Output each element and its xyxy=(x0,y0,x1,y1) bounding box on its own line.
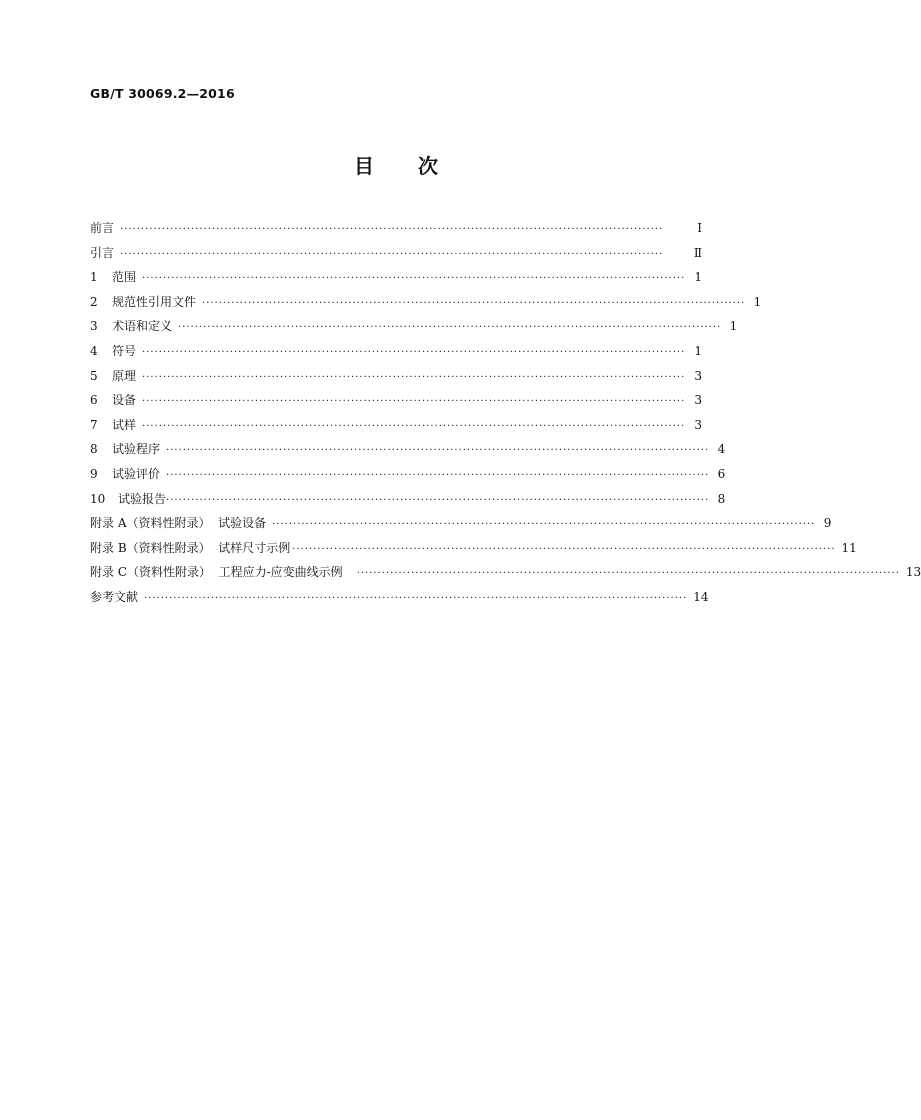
toc-entry-label: 试样 xyxy=(112,417,137,432)
toc-title xyxy=(0,150,792,179)
toc-leader: ·································································································································· xyxy=(166,469,710,481)
toc-entry-number: 1 xyxy=(90,270,98,285)
toc-entry-terms[interactable] xyxy=(90,314,738,339)
toc-entry-page: 3 xyxy=(694,417,702,432)
toc-entry-label: 试验程序 xyxy=(112,442,161,457)
toc-entry-page: 8 xyxy=(717,491,726,506)
toc-entry-number: 4 xyxy=(90,343,98,358)
toc-entry-label: 引言 xyxy=(90,245,115,260)
toc-entry-page: 1 xyxy=(753,294,762,309)
toc-entry-page: 14 xyxy=(693,589,709,604)
standard-code: GB/T 30069.2—2016 xyxy=(90,86,235,101)
toc-entry-page: 3 xyxy=(694,368,702,383)
toc-entry-number: 7 xyxy=(90,417,98,432)
toc-entry-label: 范围 xyxy=(112,270,137,285)
toc-leader: ·································································································································· xyxy=(142,346,686,358)
toc-entry-annex-b[interactable] xyxy=(90,536,857,561)
toc-leader: ·································································································································· xyxy=(144,592,688,604)
toc-list xyxy=(90,216,921,610)
toc-entry-label: 附录 C（资料性附录） 工程应力-应变曲线示例 xyxy=(90,565,343,580)
toc-leader: ·································································································································· xyxy=(202,297,746,309)
toc-entry-procedure[interactable] xyxy=(90,437,726,462)
toc-leader: ·································································································································· xyxy=(142,273,686,285)
toc-entry-page: 1 xyxy=(694,343,702,358)
toc-entry-page: Ⅱ xyxy=(693,245,702,260)
toc-leader: ·································································································································· xyxy=(166,494,710,506)
toc-entry-label: 试验评价 xyxy=(112,466,161,481)
toc-entry-label: 设备 xyxy=(112,393,137,408)
toc-leader: ·································································································································· xyxy=(120,248,664,260)
toc-entry-principle[interactable] xyxy=(90,364,702,389)
toc-entry-page: 11 xyxy=(841,540,857,555)
toc-title-left: 目 xyxy=(354,154,374,178)
toc-entry-label: 符号 xyxy=(112,343,137,358)
toc-leader: ·································································································································· xyxy=(292,543,836,555)
toc-entry-annex-c[interactable] xyxy=(90,560,921,585)
toc-entry-introduction[interactable] xyxy=(90,241,702,266)
toc-leader: ·································································································································· xyxy=(142,396,686,408)
toc-entry-number: 5 xyxy=(90,368,98,383)
toc-entry-page: Ⅰ xyxy=(697,221,702,235)
toc-entry-report[interactable] xyxy=(90,487,726,512)
toc-entry-annex-a[interactable] xyxy=(90,511,832,536)
toc-entry-label: 规范性引用文件 xyxy=(112,294,197,309)
toc-entry-page: 6 xyxy=(717,466,726,481)
toc-entry-number: 8 xyxy=(90,442,98,457)
toc-entry-page: 9 xyxy=(823,516,832,531)
toc-entry-normative-references[interactable] xyxy=(90,290,762,315)
toc-entry-number: 6 xyxy=(90,393,98,408)
toc-entry-evaluation[interactable] xyxy=(90,462,726,487)
toc-title-right: 次 xyxy=(418,154,438,178)
toc-entry-number: 2 xyxy=(90,294,98,309)
toc-leader: ·································································································································· xyxy=(120,224,664,235)
toc-entry-label: 术语和定义 xyxy=(112,319,173,334)
toc-leader: ·································································································································· xyxy=(272,519,816,531)
toc-leader: ·································································································································· xyxy=(166,445,710,457)
toc-entry-label: 前言 xyxy=(90,221,115,235)
toc-leader: ·································································································································· xyxy=(142,371,686,383)
toc-leader: ·································································································································· xyxy=(356,568,900,580)
toc-entry-label: 附录 B（资料性附录） 试样尺寸示例 xyxy=(90,540,291,555)
toc-entry-foreword[interactable] xyxy=(90,216,702,241)
toc-leader: ·································································································································· xyxy=(142,420,686,432)
toc-entry-label: 原理 xyxy=(112,368,137,383)
toc-entry-page: 1 xyxy=(729,319,738,334)
toc-entry-number: 9 xyxy=(90,466,98,481)
toc-entry-symbols[interactable] xyxy=(90,339,702,364)
toc-entry-scope[interactable] xyxy=(90,265,702,290)
toc-entry-page: 3 xyxy=(694,393,702,408)
toc-entry-page: 1 xyxy=(694,270,702,285)
toc-entry-apparatus[interactable] xyxy=(90,388,702,413)
toc-entry-label: 参考文献 xyxy=(90,589,139,604)
toc-entry-label: 试验报告 xyxy=(118,491,167,506)
toc-entry-page: 4 xyxy=(717,442,726,457)
toc-entry-specimen[interactable] xyxy=(90,413,702,438)
toc-entry-bibliography[interactable] xyxy=(90,585,709,610)
toc-entry-label: 附录 A（资料性附录） 试验设备 xyxy=(90,516,267,531)
toc-leader: ·································································································································· xyxy=(178,322,722,334)
toc-entry-number: 10 xyxy=(90,491,106,506)
toc-entry-page: 13 xyxy=(905,565,921,580)
toc-entry-number: 3 xyxy=(90,319,98,334)
